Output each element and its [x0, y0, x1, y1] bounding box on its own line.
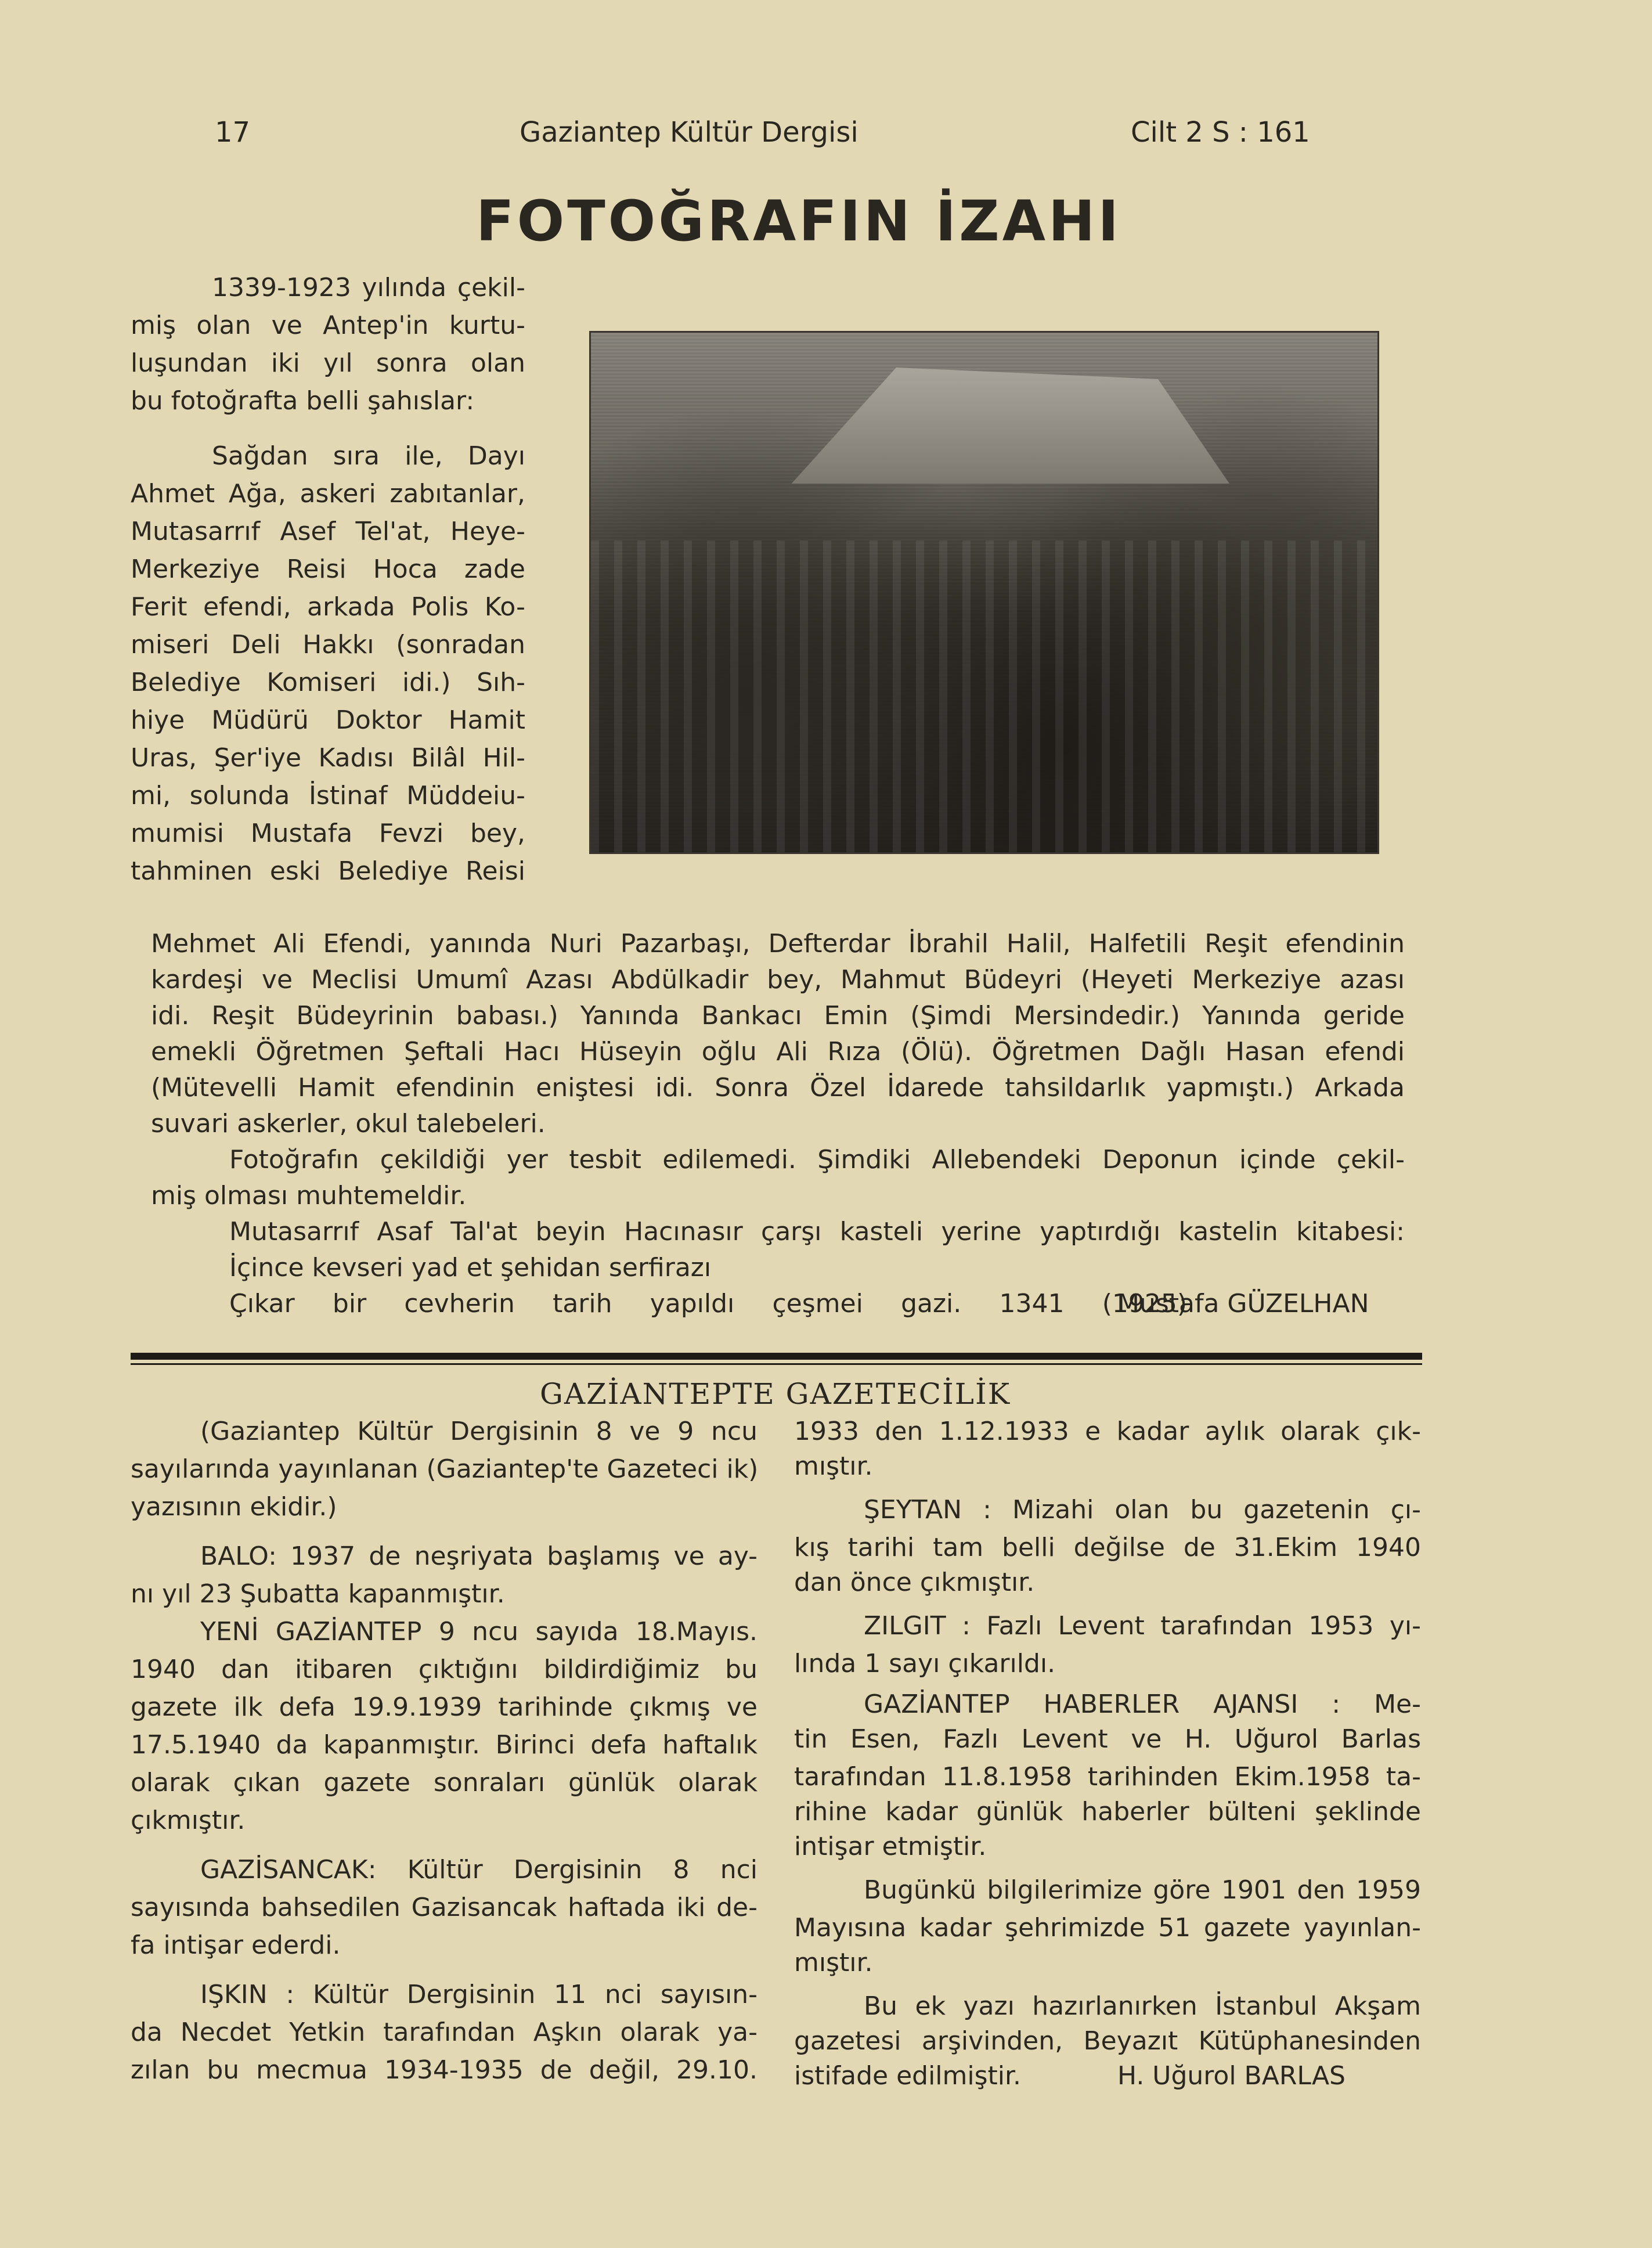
journal-name: Gaziantep Kültür Dergisi [520, 116, 859, 149]
text-line: Mutasarrıf Asaf Tal'at beyin Hacınasır çarşı kasteli yerine yaptırdığı kastelin kitabesi: [229, 1217, 1405, 1247]
text-line: (Gaziantep Kültür Dergisinin 8 ve 9 ncu [200, 1417, 758, 1446]
text-line: mıştır. [794, 1948, 873, 1977]
text-line: zılan bu mecmua 1934-1935 de değil, 29.10. [131, 2055, 758, 2085]
text-line: ŞEYTAN : Mizahi olan bu gazetenin çı- [864, 1495, 1421, 1525]
text-line: Ferit efendi, arkada Polis Ko- [131, 592, 525, 622]
text-line: fa intişar ederdi. [131, 1930, 341, 1960]
article-title: FOTOĞRAFIN İZAHI [476, 189, 1122, 254]
text-line: 1940 dan itibaren çıktığını bildirdiğimiz bu [131, 1655, 758, 1684]
section-title: GAZİANTEPTE GAZETECİLİK [540, 1377, 1011, 1411]
text-line: suvari askerler, okul talebeleri. [151, 1109, 546, 1139]
text-line: Uras, Şer'iye Kadısı Bilâl Hil- [131, 743, 525, 773]
text-line: dan önce çıkmıştır. [794, 1568, 1035, 1597]
text-line: bu fotoğrafta belli şahıslar: [131, 386, 475, 416]
text-line: Bugünkü bilgilerimize göre 1901 den 1959 [864, 1875, 1421, 1905]
text-line: Sağdan sıra ile, Dayı [212, 441, 525, 471]
text-line: hiye Müdürü Doktor Hamit [131, 705, 525, 735]
text-line: 1339-1923 yılında çekil- [212, 273, 525, 302]
text-line: idi. Reşit Büdeyrinin babası.) Yanında Bankacı Emin (Şimdi Mersindedir.) Yanında geride [151, 1001, 1405, 1031]
text-line: ZILGIT : Fazlı Levent tarafından 1953 yı- [864, 1611, 1421, 1641]
section-author: H. Uğurol BARLAS [1117, 2061, 1346, 2091]
text-line: luşundan iki yıl sonra olan [131, 348, 525, 378]
building-roof-shape [753, 368, 1229, 484]
text-line: GAZİSANCAK: Kültür Dergisinin 8 nci [200, 1855, 758, 1885]
text-line: gazete ilk defa 19.9.1939 tarihinde çıkmış ve [131, 1692, 758, 1722]
text-line: Çıkar bir cevherin tarih yapıldı çeşmei gazi. 1341 (1925) [229, 1289, 1187, 1318]
text-line: Mutasarrıf Asef Tel'at, Heye- [131, 517, 525, 546]
text-line: emekli Öğretmen Şeftali Hacı Hüseyin oğlu Ali Rıza (Ölü). Öğretmen Dağlı Hasan efendi [151, 1037, 1405, 1067]
text-line: miseri Deli Hakkı (sonradan [131, 630, 525, 660]
text-line: Ahmet Ağa, askeri zabıtanlar, [131, 479, 525, 509]
text-line: BALO: 1937 de neşriyata başlamış ve ay- [200, 1541, 758, 1571]
text-line: miş olan ve Antep'in kurtu- [131, 311, 525, 340]
text-line: Merkeziye Reisi Hoca zade [131, 554, 525, 584]
text-line: mıştır. [794, 1451, 873, 1481]
text-line: intişar etmiştir. [794, 1832, 987, 1861]
text-line: 1933 den 1.12.1933 e kadar aylık olarak çık- [794, 1417, 1421, 1446]
text-line: nı yıl 23 Şubatta kapanmıştır. [131, 1579, 505, 1609]
text-line: sayılarında yayınlanan (Gaziantep'te Gazeteci ik) [131, 1454, 759, 1484]
section-divider-thin [131, 1363, 1422, 1365]
historical-group-photo [589, 331, 1379, 854]
text-line: Bu ek yazı hazırlanırken İstanbul Akşam [864, 1991, 1421, 2021]
crowd-texture [591, 541, 1377, 852]
text-line: Belediye Komiseri idi.) Sıh- [131, 668, 525, 697]
text-line: da Necdet Yetkin tarafından Aşkın olarak ya- [131, 2018, 758, 2047]
text-line: (Mütevelli Hamit efendinin eniştesi idi. Sonra Özel İdarede tahsildarlık yapmıştı.) Arkada [151, 1073, 1405, 1103]
text-line: tin Esen, Fazlı Levent ve H. Uğurol Barlas [794, 1724, 1421, 1754]
text-line: istifade edilmiştir. [794, 2061, 1022, 2091]
section-divider [131, 1353, 1422, 1360]
text-line: Mehmet Ali Efendi, yanında Nuri Pazarbaşı, Defterdar İbrahil Halil, Halfetili Reşit efendinin [151, 929, 1405, 959]
text-line: GAZİANTEP HABERLER AJANSI : Me- [864, 1689, 1421, 1719]
text-line: Fotoğrafın çekildiği yer tesbit edilemedi. Şimdiki Allebendeki Deponun içinde çekil- [229, 1145, 1405, 1175]
text-line: tahminen eski Belediye Reisi [131, 856, 525, 886]
volume-info: Cilt 2 S : 161 [1131, 116, 1310, 149]
page-number: 17 [215, 116, 251, 149]
text-line: 17.5.1940 da kapanmıştır. Birinci defa haftalık [131, 1730, 758, 1760]
text-line: gazetesi arşivinden, Beyazıt Kütüphanesinden [794, 2026, 1421, 2056]
text-line: sayısında bahsedilen Gazisancak haftada iki de- [131, 1893, 758, 1922]
text-line: çıkmıştır. [131, 1806, 246, 1835]
text-line: kardeşi ve Meclisi Umumî Azası Abdülkadir bey, Mahmut Büdeyri (Heyeti Merkeziye azası [151, 965, 1405, 995]
text-line: mi, solunda İstinaf Müddeiu- [131, 781, 525, 810]
text-line: Mayısına kadar şehrimizde 51 gazete yayınlan- [794, 1913, 1421, 1943]
text-line: İçince kevseri yad et şehidan serfirazı [229, 1253, 712, 1282]
text-line: rihine kadar günlük haberler bülteni şeklinde [794, 1797, 1421, 1826]
text-line: mumisi Mustafa Fevzi bey, [131, 819, 525, 848]
article-author: Mustafa GÜZELHAN [1117, 1289, 1369, 1318]
text-line: kış tarihi tam belli değilse de 31.Ekim 1940 [794, 1533, 1421, 1562]
text-line: yazısının ekidir.) [131, 1492, 337, 1522]
text-line: olarak çıkan gazete sonraları günlük olarak [131, 1768, 758, 1797]
text-line: miş olması muhtemeldir. [151, 1181, 467, 1211]
text-line: lında 1 sayı çıkarıldı. [794, 1649, 1056, 1678]
text-line: YENİ GAZİANTEP 9 ncu sayıda 18.Mayıs. [200, 1617, 758, 1647]
text-line: tarafından 11.8.1958 tarihinden Ekim.1958 ta- [794, 1762, 1421, 1792]
text-line: IŞKIN : Kültür Dergisinin 11 nci sayısın- [200, 1980, 758, 2009]
